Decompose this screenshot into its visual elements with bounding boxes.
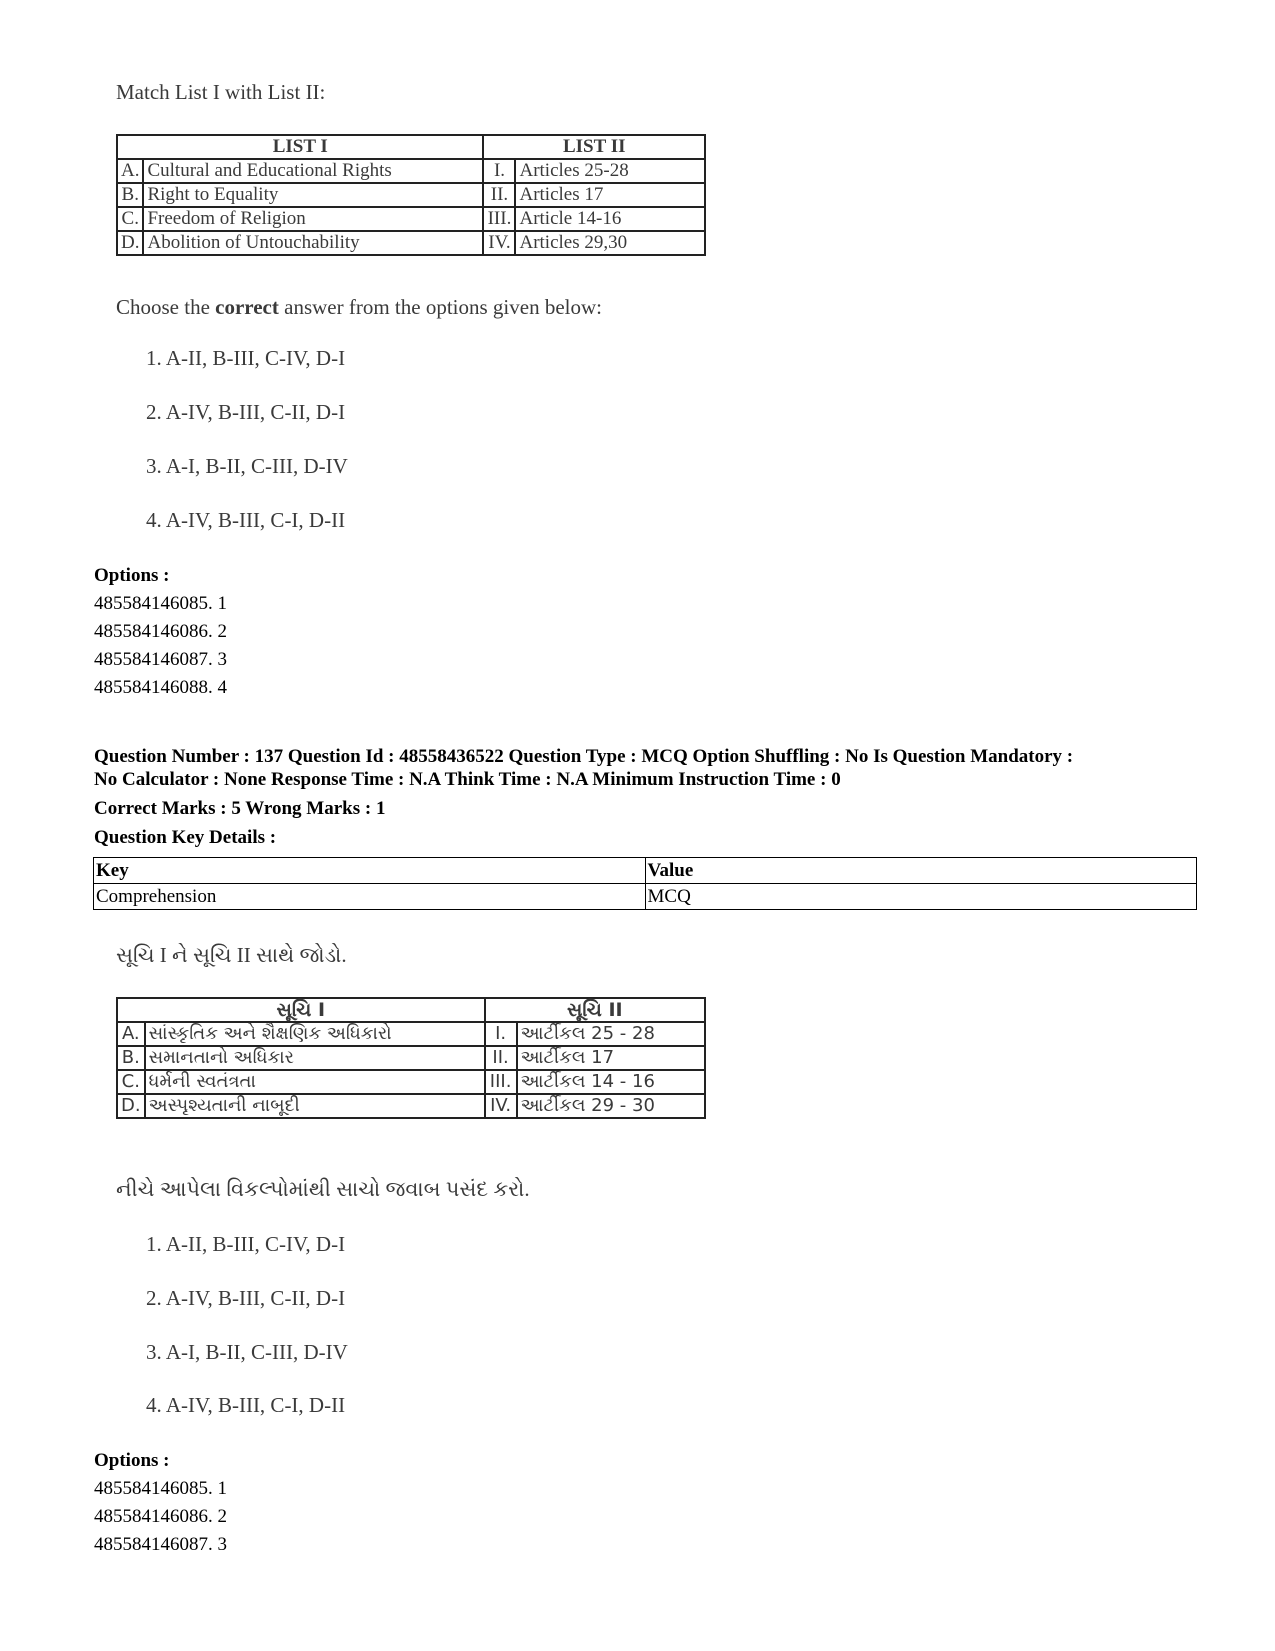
question-meta-line-1: Question Number : 137 Question Id : 48558436522 Question Type : MCQ Option Shuffling : No Is Question Mandatory : — [94, 746, 1074, 767]
q1-options — [94, 562, 227, 702]
row-roman: II. — [483, 183, 515, 207]
key-details-table — [93, 857, 1197, 910]
option-item: 485584146087. 3 — [94, 1534, 227, 1555]
row-roman: III. — [483, 207, 515, 231]
choose-line: નીચે આપેલા વિકલ્પોમાંથી સાચો જવાબ પસંદ કરો. — [116, 1177, 530, 1201]
choice-3: 3. A-I, B-II, C-III, D-IV — [146, 454, 348, 478]
row-letter: A. — [117, 159, 143, 183]
row-item: સાંસ્કૃતિક અને શૈક્ષણિક અધિકારો — [145, 1022, 485, 1046]
option-item: 485584146085. 1 — [94, 1478, 227, 1499]
row-article: આર્ટીકલ 29 - 30 — [517, 1094, 705, 1118]
option-item: 485584146085. 1 — [94, 593, 227, 614]
row-letter: D. — [117, 231, 143, 255]
table-row — [117, 1094, 705, 1118]
table-row — [117, 159, 705, 183]
table-row — [117, 1022, 705, 1046]
row-letter: B. — [117, 1046, 145, 1070]
row-item: Cultural and Educational Rights — [143, 159, 483, 183]
value-header: Value — [645, 858, 1197, 884]
q2-list-table — [116, 997, 706, 1119]
row-article: આર્ટીકલ 17 — [517, 1046, 705, 1070]
row-roman: IV. — [485, 1094, 517, 1118]
row-article: Articles 25-28 — [515, 159, 705, 183]
q2-options — [94, 1447, 227, 1559]
table-row — [94, 858, 1197, 884]
table-row — [117, 1070, 705, 1094]
row-roman: I. — [485, 1022, 517, 1046]
row-article: Article 14-16 — [515, 207, 705, 231]
q1-list1-header: LIST I — [117, 135, 483, 159]
q2-choose-instruction — [116, 1177, 530, 1202]
table-row — [117, 207, 705, 231]
key-cell: Comprehension — [94, 884, 646, 910]
choose-suffix: answer from the options given below: — [278, 295, 602, 319]
option-item: 485584146086. 2 — [94, 621, 227, 642]
row-roman: II. — [485, 1046, 517, 1070]
row-roman: IV. — [483, 231, 515, 255]
q1-list-table — [116, 134, 706, 256]
q1-choose-instruction — [116, 295, 602, 320]
q2-list2-header: સૂચિ II — [485, 998, 705, 1022]
table-row — [117, 231, 705, 255]
key-header: Key — [94, 858, 646, 884]
q1-heading: Match List I with List II: — [116, 80, 326, 104]
choice-4: 4. A-IV, B-III, C-I, D-II — [146, 1393, 346, 1417]
choice-3: 3. A-I, B-II, C-III, D-IV — [146, 1340, 348, 1364]
row-item: ધર્મની સ્વતંત્રતા — [145, 1070, 485, 1094]
choice-1: 1. A-II, B-III, C-IV, D-I — [146, 346, 346, 370]
row-letter: C. — [117, 207, 143, 231]
row-letter: B. — [117, 183, 143, 207]
row-letter: A. — [117, 1022, 145, 1046]
q1-list2-header: LIST II — [483, 135, 705, 159]
choose-bold: correct — [215, 295, 279, 319]
value-cell: MCQ — [645, 884, 1197, 910]
row-article: Articles 17 — [515, 183, 705, 207]
row-article: Articles 29,30 — [515, 231, 705, 255]
options-label: Options : — [94, 1450, 170, 1471]
table-row — [117, 1046, 705, 1070]
choice-4: 4. A-IV, B-III, C-I, D-II — [146, 508, 346, 532]
question-meta-line-2: No Calculator : None Response Time : N.A Think Time : N.A Minimum Instruction Time : 0 — [94, 769, 841, 790]
choose-prefix: Choose the — [116, 295, 216, 319]
q1-question-image — [116, 80, 325, 105]
table-row — [94, 884, 1197, 910]
q2-heading: સૂચિ I ને સૂચિ II સાથે જોડો. — [116, 943, 347, 967]
q2-list-table-wrap — [116, 997, 706, 1119]
option-item: 485584146086. 2 — [94, 1506, 227, 1527]
row-item: સમાનતાનો અધિકાર — [145, 1046, 485, 1070]
row-letter: C. — [117, 1070, 145, 1094]
q2-list1-header: સૂચિ I — [117, 998, 485, 1022]
row-item: Right to Equality — [143, 183, 483, 207]
option-item: 485584146088. 4 — [94, 677, 227, 698]
row-letter: D. — [117, 1094, 145, 1118]
row-item: Abolition of Untouchability — [143, 231, 483, 255]
q2-question-image — [116, 943, 347, 968]
row-article: આર્ટીકલ 14 - 16 — [517, 1070, 705, 1094]
row-item: Freedom of Religion — [143, 207, 483, 231]
option-item: 485584146087. 3 — [94, 649, 227, 670]
choice-2: 2. A-IV, B-III, C-II, D-I — [146, 400, 346, 424]
row-article: આર્ટીકલ 25 - 28 — [517, 1022, 705, 1046]
row-roman: I. — [483, 159, 515, 183]
choice-1: 1. A-II, B-III, C-IV, D-I — [146, 1232, 346, 1256]
choice-2: 2. A-IV, B-III, C-II, D-I — [146, 1286, 346, 1310]
row-item: અસ્પૃશ્યતાની નાબૂદી — [145, 1094, 485, 1118]
key-details-label: Question Key Details : — [94, 827, 277, 848]
options-label: Options : — [94, 565, 170, 586]
q1-list-table-wrap — [116, 134, 706, 256]
table-row — [117, 183, 705, 207]
row-roman: III. — [485, 1070, 517, 1094]
marks-line: Correct Marks : 5 Wrong Marks : 1 — [94, 798, 386, 819]
